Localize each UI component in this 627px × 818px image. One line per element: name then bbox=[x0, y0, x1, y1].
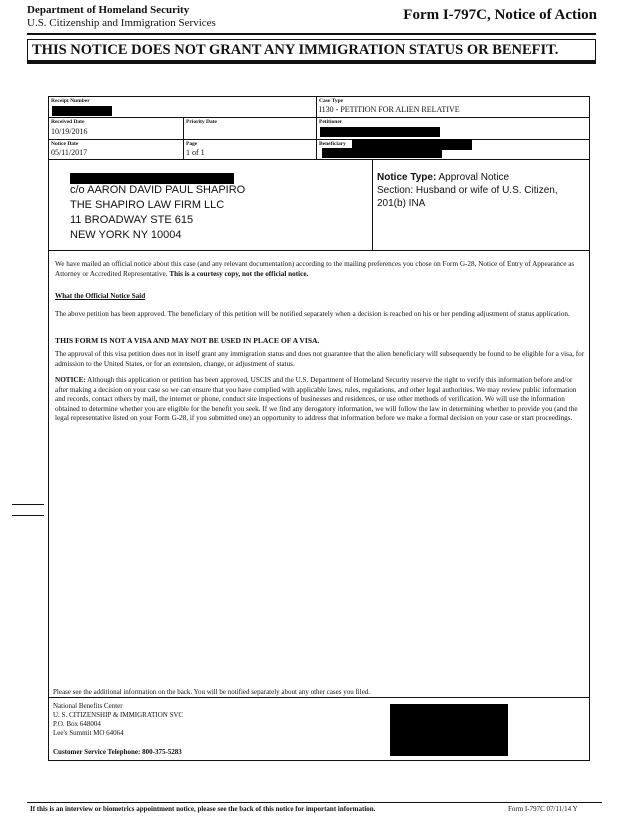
bottom-note: If this is an interview or biometrics appointment notice, please see the back of this notice for important information. bbox=[30, 805, 376, 813]
section-heading: What the Official Notice Said bbox=[55, 292, 146, 300]
grid-line bbox=[48, 697, 590, 698]
notice-date-value: 05/11/2017 bbox=[51, 148, 88, 157]
beneficiary-label: Beneficiary bbox=[319, 141, 346, 147]
address-line-4: NEW YORK NY 10004 bbox=[70, 229, 182, 241]
intro-bold: This is a courtesy copy, not the official notice. bbox=[169, 269, 309, 278]
grid-line bbox=[48, 117, 590, 118]
benefits-center-address bbox=[53, 702, 183, 738]
notice-type-value: Approval Notice bbox=[438, 172, 510, 183]
receipt-number-redacted bbox=[52, 106, 112, 116]
form-title: Form I-797C, Notice of Action bbox=[403, 7, 597, 23]
form-code: Form I-797C 07/11/14 Y bbox=[508, 805, 578, 813]
section-line: Section: Husband or wife of U.S. Citizen, bbox=[377, 185, 558, 196]
beneficiary-redacted-2 bbox=[322, 148, 442, 158]
grid-line bbox=[372, 159, 373, 250]
barcode-redacted bbox=[390, 704, 508, 756]
page-value: 1 of 1 bbox=[186, 148, 205, 157]
intro-text: We have mailed an official notice about this case (and any relevant documentation) according to the mailing preferences you chose on Form G-28, Notice of Entry of Appearance as Attorney or Accredited Representative. bbox=[55, 260, 575, 278]
address-line-2: THE SHAPIRO LAW FIRM LLC bbox=[70, 199, 225, 211]
notice-type-label: Notice Type: bbox=[377, 172, 437, 183]
grid-line bbox=[316, 96, 317, 159]
notice-label: NOTICE: bbox=[55, 376, 86, 384]
notice-date-label: Notice Date bbox=[51, 141, 79, 147]
department-name: Department of Homeland Security bbox=[27, 4, 190, 16]
margin-mark bbox=[12, 504, 44, 505]
center-line-4: Lee's Summit MO 64064 bbox=[53, 729, 124, 737]
margin-mark bbox=[12, 515, 44, 516]
grid-line bbox=[183, 117, 184, 159]
not-visa-notice: THIS FORM IS NOT A VISA AND MAY NOT BE USED IN PLACE OF A VISA. bbox=[55, 336, 320, 345]
notice-type-block bbox=[377, 171, 558, 210]
grid-line bbox=[48, 139, 590, 140]
center-line-1: National Benefits Center bbox=[53, 702, 123, 710]
bottom-rule bbox=[27, 802, 602, 803]
grid-line bbox=[48, 159, 590, 160]
header-rule bbox=[27, 33, 596, 35]
approval-paragraph: The approval of this visa petition does not in itself grant any immigration status and does not guarantee that the alien beneficiary will subsequently be found to be eligible for a visa, for admission to the United States, or for an extension, change, or adjustment of status. bbox=[55, 350, 585, 368]
grid-line bbox=[48, 250, 590, 251]
customer-service-phone: Customer Service Telephone: 800-375-5283 bbox=[53, 748, 182, 756]
notice-text: Although this application or petition has been approved, USCIS and the U.S. Department of Homeland Security reserve the right to verify this information before and/or after making a decision on your case so we can ensure that you have complied with applicable laws, rules, regulations, and other legal authorities. We may review public information and records, contact others by mail, the internet or phone, conduct site inspections of businesses and residences, or use other methods of verification. We will use the information obtained to determine whether you are eligible for the benefit you seek. If we find any derogatory information, we will follow the law in determining whether to provide you (and the legal representative listed on your Form G-28, if you submitted one) an opportunity to address that information before we make a formal decision on your case or start proceedings. bbox=[55, 376, 578, 422]
receipt-number-label: Receipt Number bbox=[51, 98, 90, 104]
petitioner-redacted bbox=[320, 127, 440, 137]
intro-paragraph bbox=[55, 260, 585, 279]
address-line-1: c/o AARON DAVID PAUL SHAPIRO bbox=[70, 184, 246, 196]
petitioner-label: Petitioner bbox=[319, 119, 343, 125]
case-type-label: Case Type bbox=[319, 98, 344, 104]
status-banner: THIS NOTICE DOES NOT GRANT ANY IMMIGRATION STATUS OR BENEFIT. bbox=[27, 39, 596, 61]
address-line-3: 11 BROADWAY STE 615 bbox=[70, 214, 194, 226]
mailing-address bbox=[70, 183, 245, 243]
approved-paragraph: The above petition has been approved. The beneficiary of this petition will be notified separately when a decision is reached on his or her pending adjustment of status application. bbox=[55, 310, 570, 318]
additional-info: Please see the additional information on the back. You will be notified separately about any other cases you filed. bbox=[53, 688, 371, 696]
received-date-value: 10/19/2016 bbox=[51, 127, 88, 136]
received-date-label: Received Date bbox=[51, 119, 85, 125]
agency-name: U.S. Citizenship and Immigration Services bbox=[27, 17, 216, 29]
banner-rule bbox=[27, 61, 596, 64]
section-code: 201(b) INA bbox=[377, 198, 426, 209]
notice-paragraph bbox=[55, 376, 585, 424]
page-label: Page bbox=[186, 141, 198, 147]
case-type-value: I130 - PETITION FOR ALIEN RELATIVE bbox=[319, 105, 460, 114]
center-line-3: P.O. Box 648004 bbox=[53, 720, 101, 728]
priority-date-label: Priority Date bbox=[186, 119, 217, 125]
center-line-2: U. S. CITIZENSHIP & IMMIGRATION SVC bbox=[53, 711, 184, 719]
